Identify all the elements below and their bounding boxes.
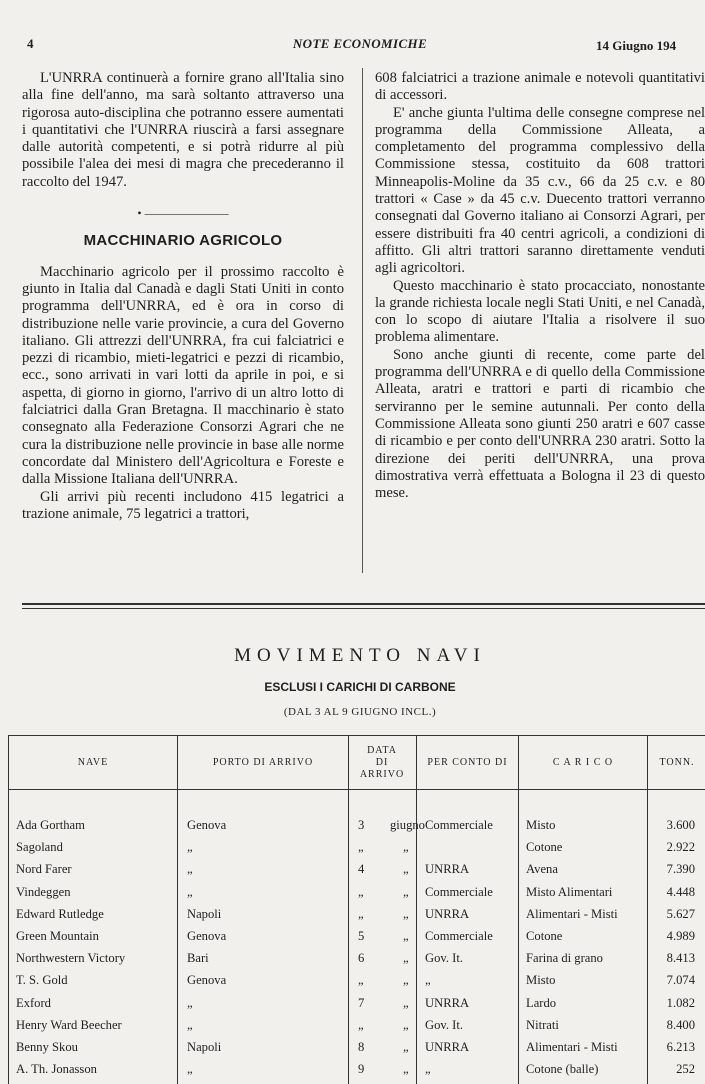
arrival-day: 8 [358, 1040, 365, 1054]
header-data-line: DATA [367, 745, 397, 756]
ditto-mark: „ [403, 973, 409, 988]
header-porto: PORTO DI ARRIVO [212, 757, 314, 768]
table-date-range: (DAL 3 AL 9 GIUGNO INCL.) [283, 706, 437, 718]
ditto-mark: „ [403, 995, 409, 1010]
cargo: Alimentari - Misti [526, 906, 618, 921]
table-row [8, 1062, 705, 1084]
cargo: Misto Alimentari [526, 884, 613, 899]
ship-name: Vindeggen [16, 884, 71, 899]
arrival-port: Genova [187, 818, 227, 832]
header-carico: C A R I C O [552, 757, 614, 768]
ship-name: Benny Skou [16, 1040, 78, 1054]
arrival-day: 4 [358, 862, 365, 877]
ship-name: Ada Gortham [16, 818, 85, 832]
table-row [8, 907, 705, 929]
ditto-mark: „ [403, 951, 409, 966]
tonnage: 4.989 [666, 929, 695, 943]
table-row [8, 996, 705, 1018]
table-header-rule [8, 789, 705, 790]
ship-name: Edward Rutledge [16, 906, 104, 921]
arrival-day: 6 [358, 951, 365, 966]
right-column [375, 70, 705, 502]
ditto-mark: „ [403, 1040, 409, 1054]
cargo: Misto [526, 973, 556, 988]
cargo: Lardo [526, 995, 557, 1010]
continuation-paragraph: 608 falciatrici a trazione animale e notevoli quantitativi di accessori. [375, 70, 705, 104]
ditto-mark: „ [403, 1017, 409, 1032]
header-tonn: TONN. [659, 757, 695, 768]
table-subtitle: ESCLUSI I CARICHI DI CARBONE [264, 680, 456, 694]
issue-date: 14 Giugno 194 [596, 38, 677, 53]
column-divider [362, 68, 363, 573]
table-top-rule [8, 735, 705, 736]
arrival-port: Genova [187, 973, 227, 988]
header-nave: NAVE [77, 757, 109, 768]
ship-name: Northwestern Victory [16, 951, 126, 966]
ship-movement-table [8, 735, 705, 1084]
ditto-mark: „ [403, 884, 409, 899]
ship-name: Exford [16, 995, 51, 1010]
cargo: Cotone [526, 929, 563, 943]
tonnage: 7.074 [666, 973, 695, 988]
ship-name: Henry Ward Beecher [16, 1017, 122, 1032]
account-of: „ [425, 1062, 431, 1077]
header-conto: PER CONTO DI [427, 757, 508, 768]
account-of: UNRRA [425, 906, 470, 921]
account-of: Gov. It. [425, 1017, 464, 1032]
ship-name: A. Th. Jonasson [16, 1062, 97, 1077]
ditto-mark: „ [403, 862, 409, 877]
arrival-port: Genova [187, 929, 227, 943]
account-of: Commerciale [425, 884, 493, 899]
arrival-day: „ [358, 973, 364, 988]
page-header [0, 36, 705, 56]
ornament-divider: • ——————— [137, 206, 229, 221]
tonnage: 4.448 [666, 884, 695, 899]
arrival-month: giugno [390, 818, 425, 832]
cargo: Misto [526, 818, 556, 832]
cargo: Farina di grano [526, 951, 603, 966]
arrival-day: 7 [358, 995, 365, 1010]
section-separator [22, 603, 705, 605]
arrival-day: 5 [358, 929, 365, 943]
arrival-day: „ [358, 884, 364, 899]
arrival-port: „ [187, 1062, 193, 1077]
body-paragraph: Macchinario agricolo per il prossimo raccolto è giunto in Italia dal Canadà e dagli Stati Uniti in conto programma dell'UNRRA, ed è ora in corso di distribuzione nelle varie provincie, a cura del Governo italiano. Gli attrezzi dell'UNRRA, fra cui falciatrici e pezzi di ricambio, mieti-legatrici e pezzi di ricambio, ecc., sono arrivati in vari lotti da aprile in poi, e si aspetta, di giorno in giorno, l'arrivo di un altro lotto di falciatrici dalla Gran Bretagna. Il macchinario è stato consegnato alla Federazione Consorzi Agrari che ne cura la distribuzione nelle provincie in base alle norme concordate dal Ministero dell'Agricoltura e Foreste e dalla Missione Italiana dell'UNRRA. [22, 263, 344, 488]
left-column [22, 70, 344, 523]
ship-name: Nord Farer [16, 862, 72, 877]
arrival-port: Bari [187, 951, 209, 966]
account-of: UNRRA [425, 862, 470, 877]
table-title: MOVIMENTO NAVI [234, 645, 486, 666]
table-row [8, 862, 705, 884]
arrival-port: „ [187, 884, 193, 899]
header-data-line: DI [375, 757, 389, 768]
table-row [8, 1040, 705, 1062]
section-title: MACCHINARIO AGRICOLO [83, 232, 283, 250]
arrival-day: 9 [358, 1062, 365, 1077]
account-of: UNRRA [425, 1040, 470, 1054]
body-paragraph: Questo macchinario è stato procacciato, nonostante la grande richiesta locale negli Stati Uniti, e nel Canadà, con lo scopo di aiutare l'Italia a risolvere il suo problema alimentare. [375, 277, 705, 346]
tonnage: 6.213 [666, 1040, 695, 1054]
section-separator [22, 608, 705, 609]
publication-title: NOTE ECONOMICHE [292, 36, 428, 51]
tonnage: 7.390 [666, 862, 695, 877]
arrival-port: „ [187, 840, 193, 855]
table-row [8, 885, 705, 907]
arrival-day: „ [358, 906, 364, 921]
arrival-day: „ [358, 1017, 364, 1032]
ship-name: T. S. Gold [16, 973, 68, 988]
account-of: „ [425, 973, 431, 988]
table-row [8, 818, 705, 840]
cargo: Cotone [526, 840, 563, 855]
account-of: Gov. It. [425, 951, 464, 966]
account-of: Commerciale [425, 818, 493, 832]
body-paragraph: E' anche giunta l'ultima delle consegne comprese nel programma della Commissione Alleata, a completamento del programma complessivo della Commissione stessa, costituito da 608 trattori Minneapolis-Moline da 35 c.v., 66 da 25 c.v. e 80 trattori « Case » da 45 c.v. Duecento trattori verranno consegnati dal Governo italiano ai Consorzi Agrari, per essere distribuiti fra 40 centri agricoli, a condizioni di affitto. Gli altri trattori saranno direttamente venduti agli agricoltori. [375, 104, 705, 277]
arrival-port: Napoli [187, 1040, 222, 1054]
table-row [8, 951, 705, 973]
cargo: Avena [526, 862, 558, 877]
cargo: Nitrati [526, 1017, 559, 1032]
ditto-mark: „ [403, 906, 409, 921]
tonnage: 1.082 [666, 995, 695, 1010]
tonnage: 2.922 [666, 840, 695, 855]
header-data-line: ARRIVO [359, 769, 405, 780]
ditto-mark: „ [403, 1062, 409, 1077]
ditto-mark: „ [403, 929, 409, 943]
account-of: Commerciale [425, 929, 493, 943]
arrival-port: „ [187, 862, 193, 877]
tonnage: 5.627 [666, 906, 695, 921]
ship-name: Sagoland [16, 840, 63, 855]
account-of: UNRRA [425, 995, 470, 1010]
tonnage: 252 [676, 1062, 695, 1077]
table-row [8, 929, 705, 951]
arrival-day: 3 [358, 818, 365, 832]
tonnage: 8.400 [666, 1017, 695, 1032]
body-paragraph: Gli arrivi più recenti includono 415 legatrici a trazione animale, 75 legatrici a trattori, [22, 488, 344, 522]
arrival-day: „ [358, 840, 364, 855]
table-row [8, 973, 705, 995]
header-data [349, 745, 415, 781]
arrival-port: „ [187, 1017, 193, 1032]
tonnage: 8.413 [666, 951, 695, 966]
arrival-port: Napoli [187, 906, 222, 921]
intro-paragraph: L'UNRRA continuerà a fornire grano all'Italia sino alla fine dell'anno, ma sarà soltanto attraverso una rigorosa auto-disciplina che potranno essere aumentati i quantitativi che l'UNRRA riuscirà a farsi assegnare dalle autorità competenti, e si potrà ridurre al più possibile l'alea dei mesi di magra che precederanno il raccolto del 1947. [22, 70, 344, 190]
cargo: Alimentari - Misti [526, 1040, 618, 1054]
tonnage: 3.600 [666, 818, 695, 832]
body-paragraph: Sono anche giunti di recente, come parte del programma dell'UNRRA e di quello della Commissione Alleata, aratri e trattori e parti di ricambio che serviranno per le semine autunnali. Per conto della Commissione Alleata sono giunti 250 aratri e 607 casse di ricambio e per conto dell'UNRRA 230 aratri. Sotto la direzione dei periti dell'UNRRA, una prova dimostrativa verrà effettuata a Bologna il 23 di questo mese. [375, 346, 705, 502]
table-row [8, 840, 705, 862]
ditto-mark: „ [403, 840, 409, 855]
cargo: Cotone (balle) [526, 1062, 599, 1077]
arrival-port: „ [187, 995, 193, 1010]
page-number: 4 [27, 36, 34, 51]
table-row [8, 1018, 705, 1040]
ship-name: Green Mountain [16, 929, 99, 943]
